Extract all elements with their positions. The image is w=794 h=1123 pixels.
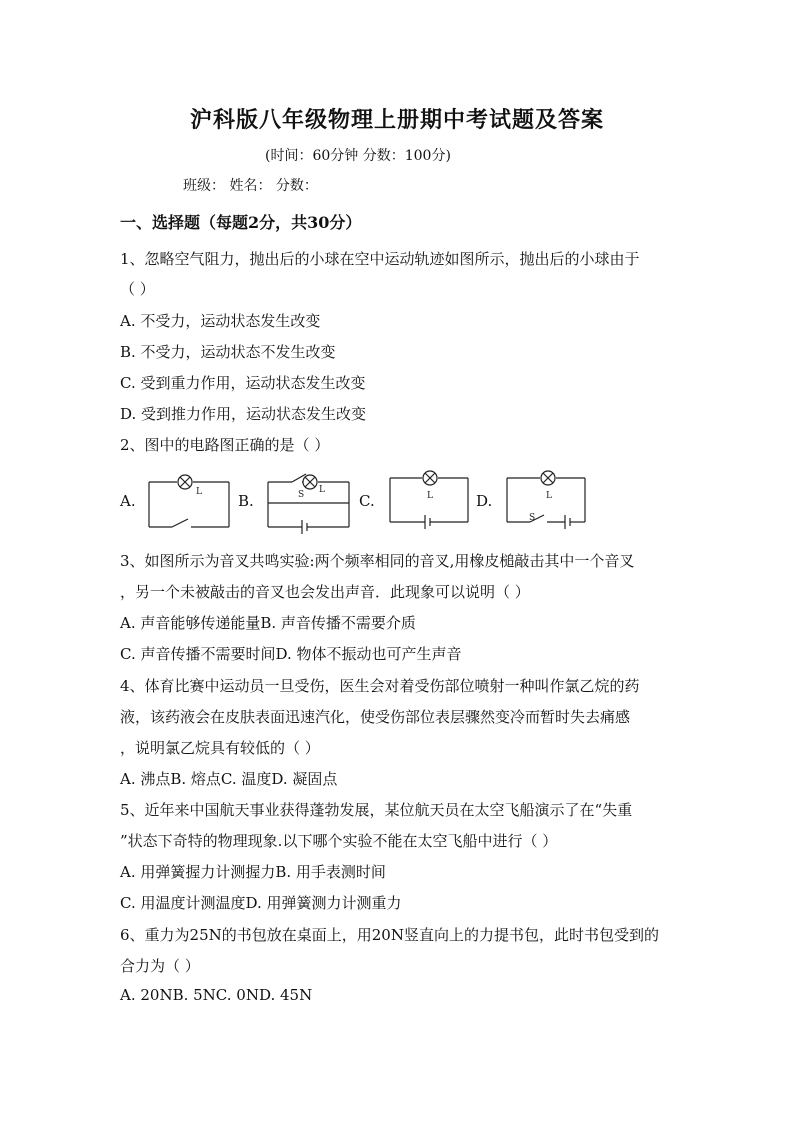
question-4-options: A. 沸点B. 熔点C. 温度D. 凝固点 (120, 770, 338, 788)
page-title: 沪科版八年级物理上册期中考试题及答案 (189, 107, 604, 133)
exam-time-score: (时间：60分钟 分数：100分) (265, 148, 451, 164)
circuit-option-d-label: D. (476, 492, 493, 510)
question-6-stem-cont: 合力为（ ） (120, 957, 200, 975)
circuit-option-a-label: A. (120, 492, 136, 510)
question-4-stem: 4、体育比赛中运动员一旦受伤，医生会对着受伤部位喷射一种叫作氯乙烷的药 (120, 677, 640, 695)
question-4-stem-end: ，说明氯乙烷具有较低的（ ） (120, 739, 320, 757)
student-info-line: 班级： 姓名： 分数： (183, 178, 318, 194)
section-heading: 一、选择题（每题2分，共30分） (120, 213, 362, 232)
lamp-label-b: L (319, 485, 325, 495)
question-3-options-ab: A. 声音能够传递能量B. 声音传播不需要介质 (120, 614, 416, 632)
question-1-option-c: C. 受到重力作用，运动状态发生改变 (120, 374, 366, 392)
question-6-stem: 6、重力为25N的书包放在桌面上，用20N竖直向上的力提书包，此时书包受到的 (120, 926, 659, 944)
question-4-stem-cont: 液，该药液会在皮肤表面迅速汽化，使受伤部位表层骤然变冷而暂时失去痛感 (120, 708, 631, 726)
lamp-icon (178, 475, 192, 489)
question-6-options: A. 20NB. 5NC. 0ND. 45N (120, 986, 313, 1004)
question-3-options-cd: C. 声音传播不需要时间D. 物体不振动也可产生声音 (120, 645, 462, 663)
question-5-options-ab: A. 用弹簧握力计测握力B. 用手表测时间 (120, 863, 386, 881)
question-3-stem-cont: ，另一个未被敲击的音叉也会发出声音．此现象可以说明（ ） (120, 583, 530, 601)
question-1-option-d: D. 受到推力作用，运动状态发生改变 (120, 405, 367, 423)
question-1-blank: （ ） (120, 280, 155, 298)
circuit-option-b-label: B. (238, 492, 254, 510)
circuit-a-diagram (149, 475, 229, 527)
lamp-label-d: L (546, 491, 552, 501)
question-1-option-b: B. 不受力，运动状态不发生改变 (120, 343, 336, 361)
question-1-option-a: A. 不受力，运动状态发生改变 (120, 312, 321, 330)
switch-label-b: S (298, 490, 305, 500)
circuit-b-diagram (268, 474, 349, 534)
question-2-stem: 2、图中的电路图正确的是（ ） (120, 436, 330, 454)
question-5-stem-cont: ”状态下奇特的物理现象.以下哪个实验不能在太空飞船中进行（ ） (120, 832, 558, 850)
lamp-icon (423, 471, 437, 485)
circuit-option-c-label: C. (359, 492, 375, 510)
lamp-icon (541, 471, 555, 485)
question-5-options-cd: C. 用温度计测温度D. 用弹簧测力计测重力 (120, 894, 402, 912)
question-3-stem: 3、如图所示为音叉共鸣实验:两个频率相同的音叉,用橡皮槌敲击其中一个音叉 (120, 552, 635, 570)
lamp-icon (303, 475, 317, 489)
lamp-label-a: L (196, 487, 202, 497)
lamp-label-c: L (427, 491, 433, 501)
question-1-stem: 1、忽略空气阻力，抛出后的小球在空中运动轨迹如图所示，抛出后的小球由于 (120, 250, 640, 268)
switch-label-d: S (529, 513, 536, 523)
question-5-stem: 5、近年来中国航天事业获得蓬勃发展，某位航天员在太空飞船演示了在“失重 (120, 801, 633, 819)
